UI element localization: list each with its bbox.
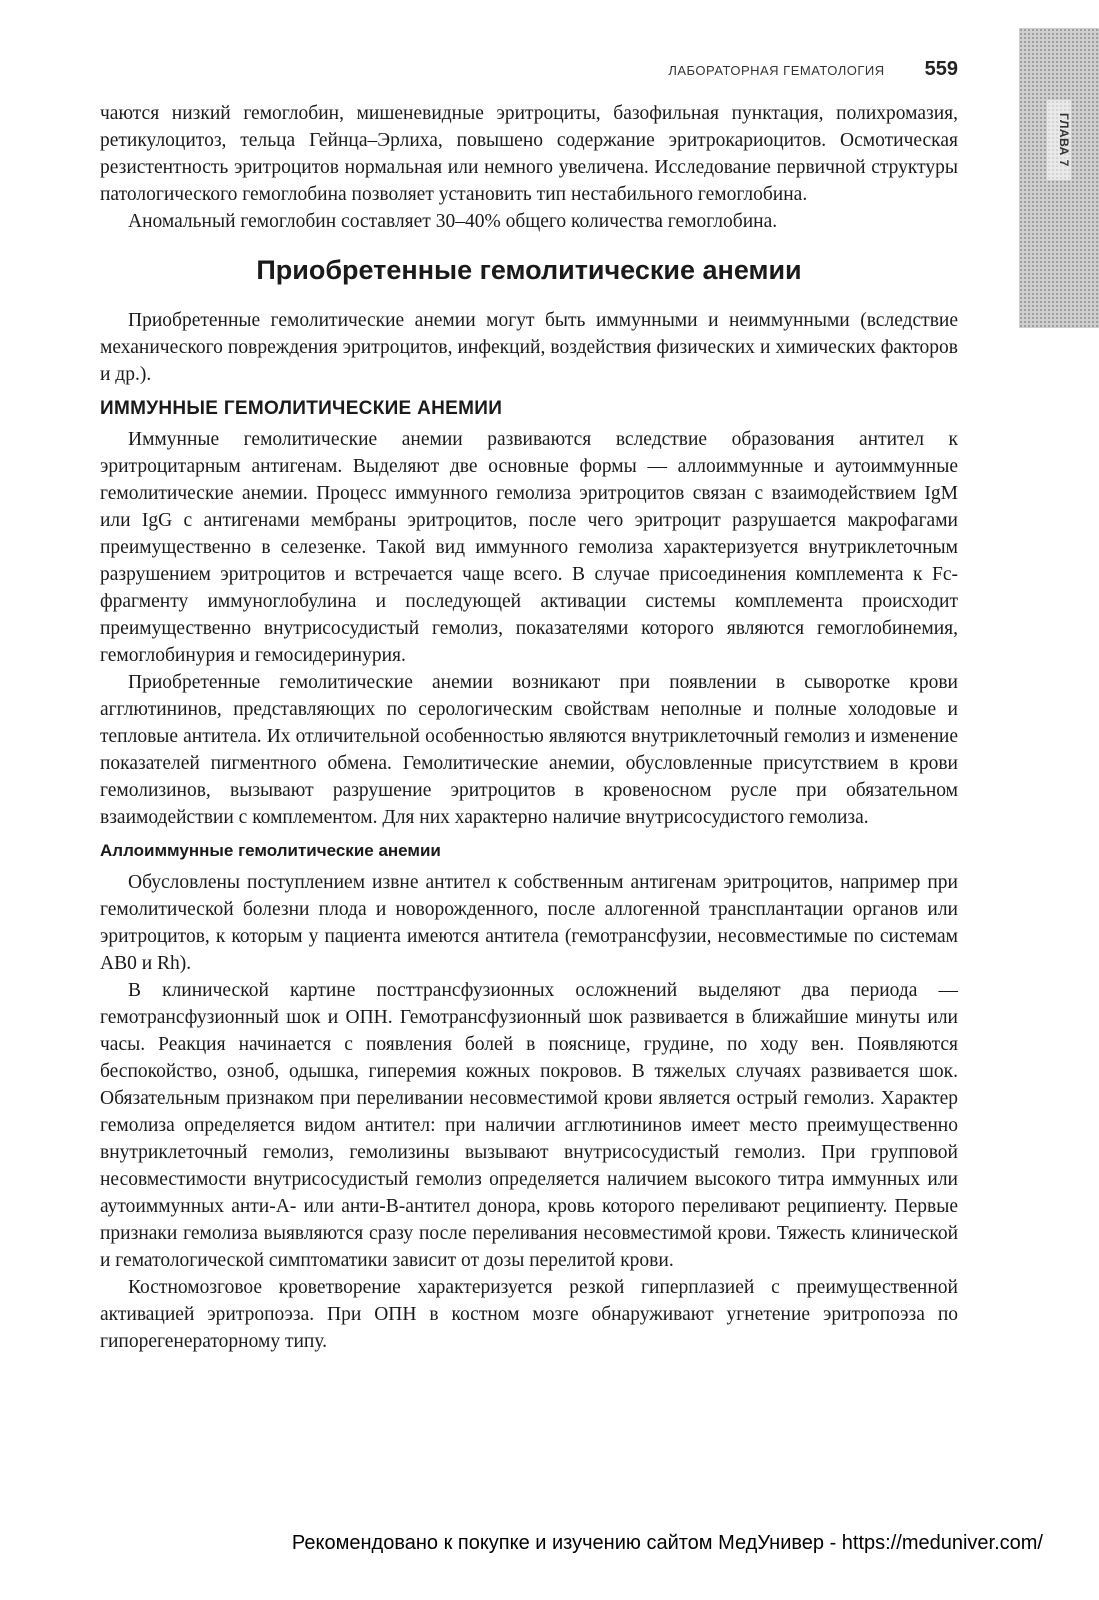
- footer-watermark: [0, 1532, 1099, 1555]
- subsubsection-title: Аллоиммунные гемолитические анемии: [100, 841, 441, 860]
- page-number: 559: [924, 58, 958, 80]
- subsection-title: ИММУННЫЕ ГЕМОЛИТИЧЕСКИЕ АНЕМИИ: [100, 398, 503, 419]
- paragraph-allo-3: Костномозговое кроветворение характеризуется резкой гиперплазией с преимущественной активацией эритропоэза. При ОПН в костном мозге обнаруживают угнетение эритропоэза по гипорегенераторному типу.: [100, 1277, 958, 1352]
- paragraph-intro: Приобретенные гемолитические анемии могут быть иммунными и неиммунными (вследствие механического повреждения эритроцитов, инфекций, воздействия физических и химических факторов и др.).: [100, 310, 958, 385]
- paragraph-continued: чаются низкий гемоглобин, мишеневидные эритроциты, базофильная пунктация, полихромазия, ретикулоцитоз, тельца Гейнца–Эрлиха, повышено содержание эритрокариоцитов. Осмотическая резистентность эритроцитов нормальная или немного увеличена. Исследование первичной структуры патологического гемоглобина позволяет установить тип нестабильного гемоглобина.: [100, 103, 958, 205]
- page-header: [100, 58, 958, 90]
- chapter-tab-label: ГЛАВА 7: [1047, 100, 1071, 180]
- footer-text: Рекомендовано к покупке и изучению сайтом МедУнивер - https://meduniver.com/: [291, 1532, 1043, 1554]
- paragraph-allo-1: Обусловлены поступлением извне антител к собственным антигенам эритроцитов, например при гемолитической болезни плода и новорожденного, после аллогенной трансплантации органов или эритроцитов, к которым у пациента имеются антитела (гемотрансфузии, несовместимые по системам АВ0 и Rh).: [100, 872, 958, 974]
- section-title: Приобретенные гемолитические анемии: [256, 255, 802, 285]
- page-body: [100, 100, 958, 1355]
- running-head: ЛАБОРАТОРНАЯ ГЕМАТОЛОГИЯ: [668, 63, 885, 78]
- paragraph-immune-2: Приобретенные гемолитические анемии возникают при появлении в сыворотке крови агглютининов, представляющих по серологическим свойствам неполные и полные холодовые и тепловые антитела. Их отличительной особенностью являются внутриклеточный гемолиз и изменение показателей пигментного обмена. Гемолитические анемии, обусловленные присутствием в крови гемолизинов, вызывают разрушение эритроцитов в кровеносном русле при обязательном взаимодействии с комплементом. Для них характерно наличие внутрисосудистого гемолиза.: [100, 672, 958, 828]
- paragraph-immune-1: Иммунные гемолитические анемии развиваются вследствие образования антител к эритроцитарным антигенам. Выделяют две основные формы — аллоиммунные и аутоиммунные гемолитические анемии. Процесс иммунного гемолиза эритроцитов связан с взаимодействием IgM или IgG с антигенами мембраны эритроцитов, после чего эритроцит разрушается макрофагами преимущественно в селезенке. Такой вид иммунного гемолиза характеризуется внутриклеточным разрушением эритроцитов и встречается чаще всего. В случае присоединения комплемента к Fc-фрагменту иммуноглобулина и последующей активации системы комплемента происходит преимущественно внутрисосудистый гемолиз, показателями которого являются гемоглобинемия, гемоглобинурия и гемосидеринурия.: [100, 429, 958, 666]
- chapter-tab: [1019, 28, 1099, 328]
- paragraph-abnormal-hemoglobin: Аномальный гемоглобин составляет 30–40% общего количества гемоглобина.: [128, 211, 778, 232]
- paragraph-allo-2: В клинической картине посттрансфузионных осложнений выделяют два периода — гемотрансфузионный шок и ОПН. Гемотрансфузионный шок развивается в ближайшие минуты или часы. Реакция начинается с появления болей в пояснице, грудине, по ходу вен. Появляются беспокойство, озноб, одышка, гиперемия кожных покровов. В тяжелых случаях развивается шок. Обязательным признаком при переливании несовместимой крови является острый гемолиз. Характер гемолиза определяется видом антител: при наличии агглютининов имеет место преимущественно внутриклеточный гемолиз, гемолизины вызывают внутрисосудистый гемолиз. При групповой несовместимости внутрисосудистый гемолиз определяется наличием высокого титра иммунных или аутоиммунных анти-А- или анти-В-антител донора, кровь которого переливают реципиенту. Первые признаки гемолиза выявляются сразу после переливания несовместимой крови. Тяжесть клинической и гематологической симптоматики зависит от дозы перелитой крови.: [100, 980, 958, 1271]
